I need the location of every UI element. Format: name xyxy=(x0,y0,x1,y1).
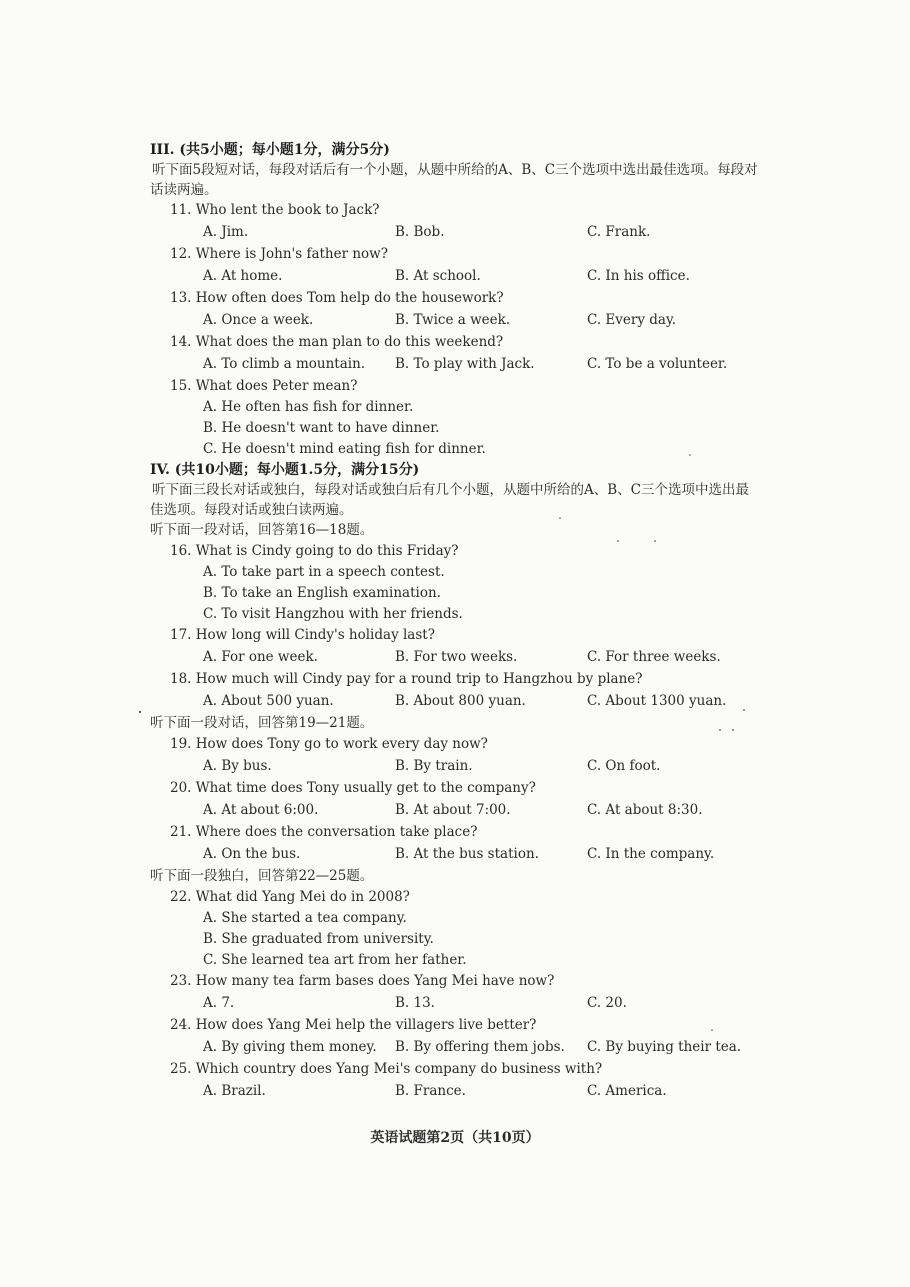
page-footer: 英语试题第2页（共10页） xyxy=(370,1130,540,1146)
question-text: 20. What time does Tony usually get to the company? xyxy=(170,780,536,796)
question-text: 24. How does Yang Mei help the villagers live better? xyxy=(170,1017,537,1033)
option-a: A. On the bus. xyxy=(203,846,301,862)
option-a: A. For one week. xyxy=(203,649,318,665)
option-b: B. Bob. xyxy=(395,224,445,240)
part-1-intro: 听下面一段对话，回答第16—18题。 xyxy=(150,522,374,538)
option-a: A. 7. xyxy=(203,995,235,1011)
speck xyxy=(617,540,619,542)
option-c: C. She learned tea art from her father. xyxy=(203,952,467,968)
part-2-intro: 听下面一段对话，回答第19—21题。 xyxy=(150,715,374,731)
section-3-instruction: 听下面5段短对话，每段对话后有一个小题，从题中所给的A、B、C三个选项中选出最佳选项。每段对话读两遍。 xyxy=(150,162,758,198)
option-a: A. To climb a mountain. xyxy=(203,356,366,372)
speck xyxy=(732,729,734,731)
option-b: B. For two weeks. xyxy=(395,649,518,665)
option-b: B. Twice a week. xyxy=(395,312,511,328)
option-a: A. About 500 yuan. xyxy=(203,693,334,709)
option-b: B. She graduated from university. xyxy=(203,931,434,947)
option-c: C. To be a volunteer. xyxy=(587,356,728,372)
option-b: B. To play with Jack. xyxy=(395,356,535,372)
option-c: C. To visit Hangzhou with her friends. xyxy=(203,606,463,622)
option-b: B. France. xyxy=(395,1083,466,1099)
option-a: A. To take part in a speech contest. xyxy=(203,564,445,580)
option-c: C. At about 8:30. xyxy=(587,802,703,818)
option-b: B. At school. xyxy=(395,268,481,284)
option-a: A. By bus. xyxy=(203,758,272,774)
option-a: A. Once a week. xyxy=(203,312,314,328)
option-b: B. About 800 yuan. xyxy=(395,693,526,709)
speck xyxy=(711,1029,713,1031)
question-text: 16. What is Cindy going to do this Friday? xyxy=(170,543,459,559)
option-c: C. In his office. xyxy=(587,268,690,284)
option-c: C. 20. xyxy=(587,995,627,1011)
question-text: 18. How much will Cindy pay for a round trip to Hangzhou by plane? xyxy=(170,671,643,687)
option-b: B. He doesn't want to have dinner. xyxy=(203,420,440,436)
speck xyxy=(743,709,745,711)
question-text: 11. Who lent the book to Jack? xyxy=(170,202,380,218)
question-text: 15. What does Peter mean? xyxy=(170,378,358,394)
question-text: 25. Which country does Yang Mei's company do business with? xyxy=(170,1061,603,1077)
option-c: C. In the company. xyxy=(587,846,715,862)
option-a: A. He often has fish for dinner. xyxy=(203,399,414,415)
question-text: 17. How long will Cindy's holiday last? xyxy=(170,627,435,643)
option-b: B. To take an English examination. xyxy=(203,585,441,601)
speck xyxy=(689,454,691,456)
question-text: 19. How does Tony go to work every day now? xyxy=(170,736,488,752)
option-c: C. America. xyxy=(587,1083,667,1099)
speck xyxy=(719,729,721,731)
option-c: C. By buying their tea. xyxy=(587,1039,742,1055)
speck xyxy=(559,517,561,519)
section-4-instruction: 听下面三段长对话或独白，每段对话或独白后有几个小题，从题中所给的A、B、C三个选项中选出最佳选项。每段对话或独白读两遍。 xyxy=(150,482,749,518)
part-3-intro: 听下面一段独白，回答第22—25题。 xyxy=(150,868,374,884)
option-a: A. She started a tea company. xyxy=(203,910,407,926)
option-b: B. By train. xyxy=(395,758,473,774)
question-text: 12. Where is John's father now? xyxy=(170,246,388,262)
option-c: C. About 1300 yuan. xyxy=(587,693,727,709)
option-a: A. Brazil. xyxy=(203,1083,266,1099)
option-c: C. On foot. xyxy=(587,758,661,774)
question-text: 13. How often does Tom help do the housework? xyxy=(170,290,504,306)
question-text: 14. What does the man plan to do this weekend? xyxy=(170,334,504,350)
option-a: A. Jim. xyxy=(203,224,249,240)
option-c: C. For three weeks. xyxy=(587,649,721,665)
option-b: B. At about 7:00. xyxy=(395,802,511,818)
section-3-title: III. (共5小题；每小题1分，满分5分) xyxy=(150,142,390,158)
option-a: A. By giving them money. xyxy=(203,1039,377,1055)
option-c: C. Every day. xyxy=(587,312,677,328)
option-b: B. By offering them jobs. xyxy=(395,1039,565,1055)
question-text: 22. What did Yang Mei do in 2008? xyxy=(170,889,410,905)
option-a: A. At about 6:00. xyxy=(203,802,319,818)
speck xyxy=(139,711,141,713)
section-4-title: IV. (共10小题；每小题1.5分，满分15分) xyxy=(150,462,420,478)
option-b: B. 13. xyxy=(395,995,435,1011)
question-text: 23. How many tea farm bases does Yang Mei have now? xyxy=(170,973,555,989)
speck xyxy=(654,540,656,542)
option-b: B. At the bus station. xyxy=(395,846,539,862)
option-a: A. At home. xyxy=(203,268,283,284)
option-c: C. He doesn't mind eating fish for dinner. xyxy=(203,441,486,457)
option-c: C. Frank. xyxy=(587,224,651,240)
question-text: 21. Where does the conversation take place? xyxy=(170,824,478,840)
